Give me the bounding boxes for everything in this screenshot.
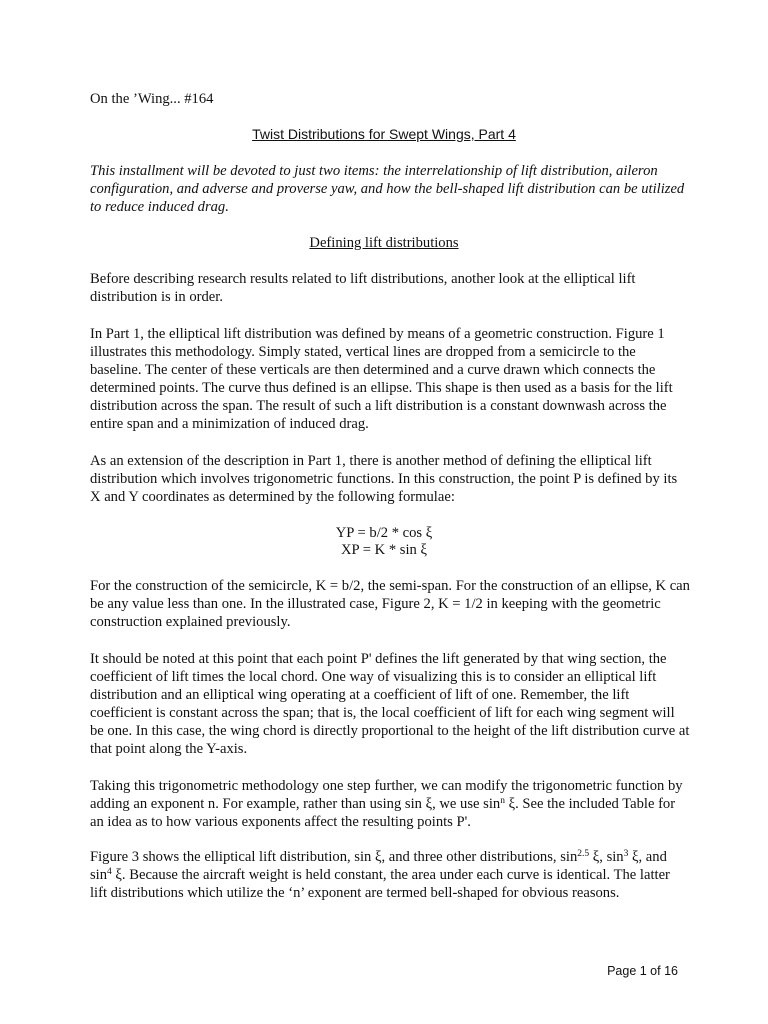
paragraph-7-text-a: Figure 3 shows the elliptical lift distribution, sin ξ, and three other distributions, sin bbox=[90, 849, 578, 865]
exponent-n: n bbox=[500, 796, 505, 806]
formula-yp: YP = b/2 * cos ξ bbox=[335, 525, 433, 541]
intro-paragraph: This installment will be devoted to just two items: the interrelationship of lift distribution, aileron configuration, and adverse and proverse yaw, and how the bell-shaped lift distribution can be utilized to reduce induced drag. bbox=[90, 163, 685, 215]
paragraph-4: For the construction of the semicircle, K = b/2, the semi-span. For the construction of an ellipse, K can be any value less than one. In the illustrated case, Figure 2, K = 1/2 in keeping with the geometric construction explained previously. bbox=[90, 578, 690, 630]
paragraph-7 bbox=[90, 848, 690, 902]
paragraph-1: Before describing research results related to lift distributions, another look at the elliptical lift distribution is in order. bbox=[90, 271, 636, 305]
page-number: Page 1 of 16 bbox=[607, 964, 678, 978]
paragraph-6-text-a: Taking this trigonometric methodology one step further, we can modify the trigonometric function by adding an exponent n. For example, rather than using sin ξ, we use sin bbox=[90, 778, 683, 812]
paragraph-6 bbox=[90, 777, 690, 831]
formula-xp: XP = K * sin ξ bbox=[341, 542, 427, 558]
paragraph-5: It should be noted at this point that each point P' defines the lift generated by that wing section, the coefficient of lift times the local chord. One way of visualizing this is to consider an elliptical lift distribution and an elliptical wing operating at a coefficient of lift of one. Remember, the lift coefficient is constant across the span; that is, the local coefficient of lift for each wing segment will be one. In this case, the wing chord is directly proportional to the height of the lift distribution curve at that point along the Y-axis. bbox=[90, 651, 690, 757]
paragraph-7-text-d: ξ. Because the aircraft weight is held constant, the area under each curve is identical. The latter lift distributions which utilize the ‘n’ exponent are termed bell-shaped for obvious reasons. bbox=[90, 867, 670, 901]
paragraph-7-text-b: ξ, sin bbox=[589, 849, 624, 865]
paragraph-3: As an extension of the description in Part 1, there is another method of defining the elliptical lift distribution which involves trigonometric functions. In this construction, the point P is defined by its X and Y coordinates as determined by the following formulae: bbox=[90, 453, 678, 505]
exponent-2-5: 2.5 bbox=[577, 849, 590, 859]
paragraph-2: In Part 1, the elliptical lift distribution was defined by means of a geometric construction. Figure 1 illustrates this methodology. Simply stated, vertical lines are dropped from a semicircle to the baseline. The center of these verticals are then determined and a curve drawn which connects the determined points. The curve thus defined is an ellipse. This shape is then used as a basis for the lift distribution across the span. The result of such a lift distribution is a constant downwash across the entire span and a minimization of induced drag. bbox=[90, 326, 673, 432]
column-header: On the ’Wing... #164 bbox=[90, 91, 214, 107]
exponent-3: 3 bbox=[623, 849, 629, 859]
paragraph-7-text-c: ξ, and sin bbox=[90, 849, 667, 883]
section-heading: Defining lift distributions bbox=[309, 235, 459, 251]
exponent-4: 4 bbox=[107, 867, 112, 877]
article-title: Twist Distributions for Swept Wings, Part 4 bbox=[252, 126, 516, 142]
paragraph-6-text-b: ξ. See the included Table for an idea as to how various exponents affect the resulting points P'. bbox=[90, 796, 676, 830]
